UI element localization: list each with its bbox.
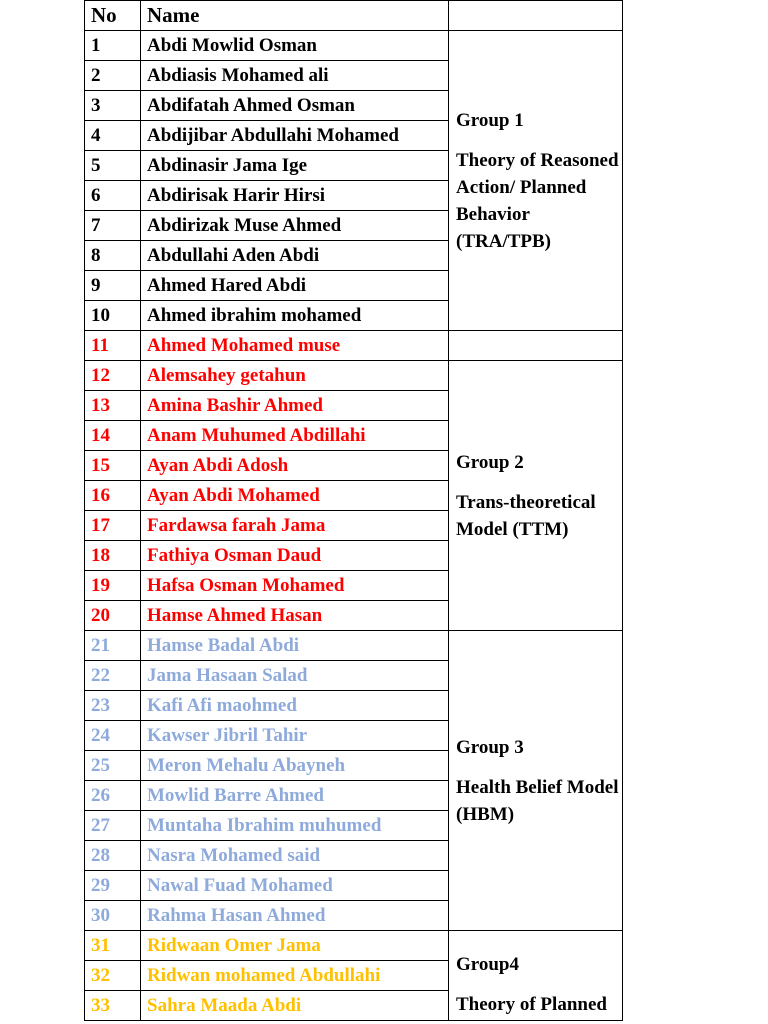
student-name: Anam Muhumed Abdillahi (141, 421, 449, 451)
student-name: Abdinasir Jama Ige (141, 151, 449, 181)
group-title: Group 2 (456, 451, 524, 473)
group-cell (449, 931, 623, 1021)
row-number: 13 (85, 391, 141, 421)
row-number: 12 (85, 361, 141, 391)
student-name: Muntaha Ibrahim muhumed (141, 811, 449, 841)
table-row (85, 931, 623, 961)
student-name: Amina Bashir Ahmed (141, 391, 449, 421)
student-name: Abdiasis Mohamed ali (141, 61, 449, 91)
row-number: 28 (85, 841, 141, 871)
row-number: 21 (85, 631, 141, 661)
student-name: Nawal Fuad Mohamed (141, 871, 449, 901)
student-name: Ahmed Hared Abdi (141, 271, 449, 301)
student-name: Rahma Hasan Ahmed (141, 901, 449, 931)
student-name: Nasra Mohamed said (141, 841, 449, 871)
student-name: Ayan Abdi Adosh (141, 451, 449, 481)
row-number: 27 (85, 811, 141, 841)
student-name: Jama Hasaan Salad (141, 661, 449, 691)
group-cell (449, 631, 623, 931)
group-title: Group4 (456, 954, 520, 975)
row-number: 15 (85, 451, 141, 481)
student-name: Ayan Abdi Mohamed (141, 481, 449, 511)
row-number: 5 (85, 151, 141, 181)
student-name: Ahmed Mohamed muse (141, 331, 449, 361)
table-row (85, 361, 623, 391)
row-number: 29 (85, 871, 141, 901)
student-name: Hafsa Osman Mohamed (141, 571, 449, 601)
row-number: 2 (85, 61, 141, 91)
group-cell (449, 361, 623, 631)
group-title: Group 3 (456, 736, 524, 758)
student-name: Alemsahey getahun (141, 361, 449, 391)
student-name: Meron Mehalu Abayneh (141, 751, 449, 781)
student-name: Hamse Badal Abdi (141, 631, 449, 661)
group-title: Group 1 (456, 109, 524, 131)
row-number: 18 (85, 541, 141, 571)
row-number: 9 (85, 271, 141, 301)
row-number: 31 (85, 931, 141, 961)
table-row (85, 631, 623, 661)
student-name: Ahmed ibrahim mohamed (141, 301, 449, 331)
row-number: 1 (85, 31, 141, 61)
row-number: 14 (85, 421, 141, 451)
group-theory: Theory of Planned (456, 994, 607, 1015)
row-number: 19 (85, 571, 141, 601)
student-name: Abdirisak Harir Hirsi (141, 181, 449, 211)
group-theory: Health Belief Model (HBM) (456, 776, 619, 825)
row-number: 4 (85, 121, 141, 151)
student-name: Ridwan mohamed Abdullahi (141, 961, 449, 991)
header-group (449, 1, 623, 31)
row-number: 23 (85, 691, 141, 721)
table-row (85, 331, 623, 361)
row-number: 10 (85, 301, 141, 331)
group-theory: Trans-theoretical Model (TTM) (456, 491, 596, 540)
row-number: 17 (85, 511, 141, 541)
group-cell-empty (449, 331, 623, 361)
row-number: 32 (85, 961, 141, 991)
row-number: 6 (85, 181, 141, 211)
row-number: 20 (85, 601, 141, 631)
row-number: 26 (85, 781, 141, 811)
row-number: 30 (85, 901, 141, 931)
row-number: 33 (85, 991, 141, 1021)
student-name: Mowlid Barre Ahmed (141, 781, 449, 811)
row-number: 22 (85, 661, 141, 691)
student-name: Abdi Mowlid Osman (141, 31, 449, 61)
student-name: Hamse Ahmed Hasan (141, 601, 449, 631)
header-no: No (85, 1, 141, 31)
header-name: Name (141, 1, 449, 31)
row-number: 16 (85, 481, 141, 511)
student-name: Abdirizak Muse Ahmed (141, 211, 449, 241)
row-number: 24 (85, 721, 141, 751)
table-row (85, 31, 623, 61)
student-name: Kawser Jibril Tahir (141, 721, 449, 751)
student-name: Sahra Maada Abdi (141, 991, 449, 1021)
row-number: 8 (85, 241, 141, 271)
student-name: Kafi Afi maohmed (141, 691, 449, 721)
group-cell (449, 31, 623, 331)
student-name: Abdifatah Ahmed Osman (141, 91, 449, 121)
student-name: Abdijibar Abdullahi Mohamed (141, 121, 449, 151)
header-row (85, 1, 623, 31)
student-name: Abdullahi Aden Abdi (141, 241, 449, 271)
row-number: 7 (85, 211, 141, 241)
student-name: Fardawsa farah Jama (141, 511, 449, 541)
row-number: 3 (85, 91, 141, 121)
group-theory: Theory of Reasoned Action/ Planned Behavior (TRA/TPB) (456, 149, 619, 252)
row-number: 25 (85, 751, 141, 781)
student-name: Fathiya Osman Daud (141, 541, 449, 571)
row-number: 11 (85, 331, 141, 361)
student-name: Ridwaan Omer Jama (141, 931, 449, 961)
group-assignment-table (84, 0, 623, 1021)
